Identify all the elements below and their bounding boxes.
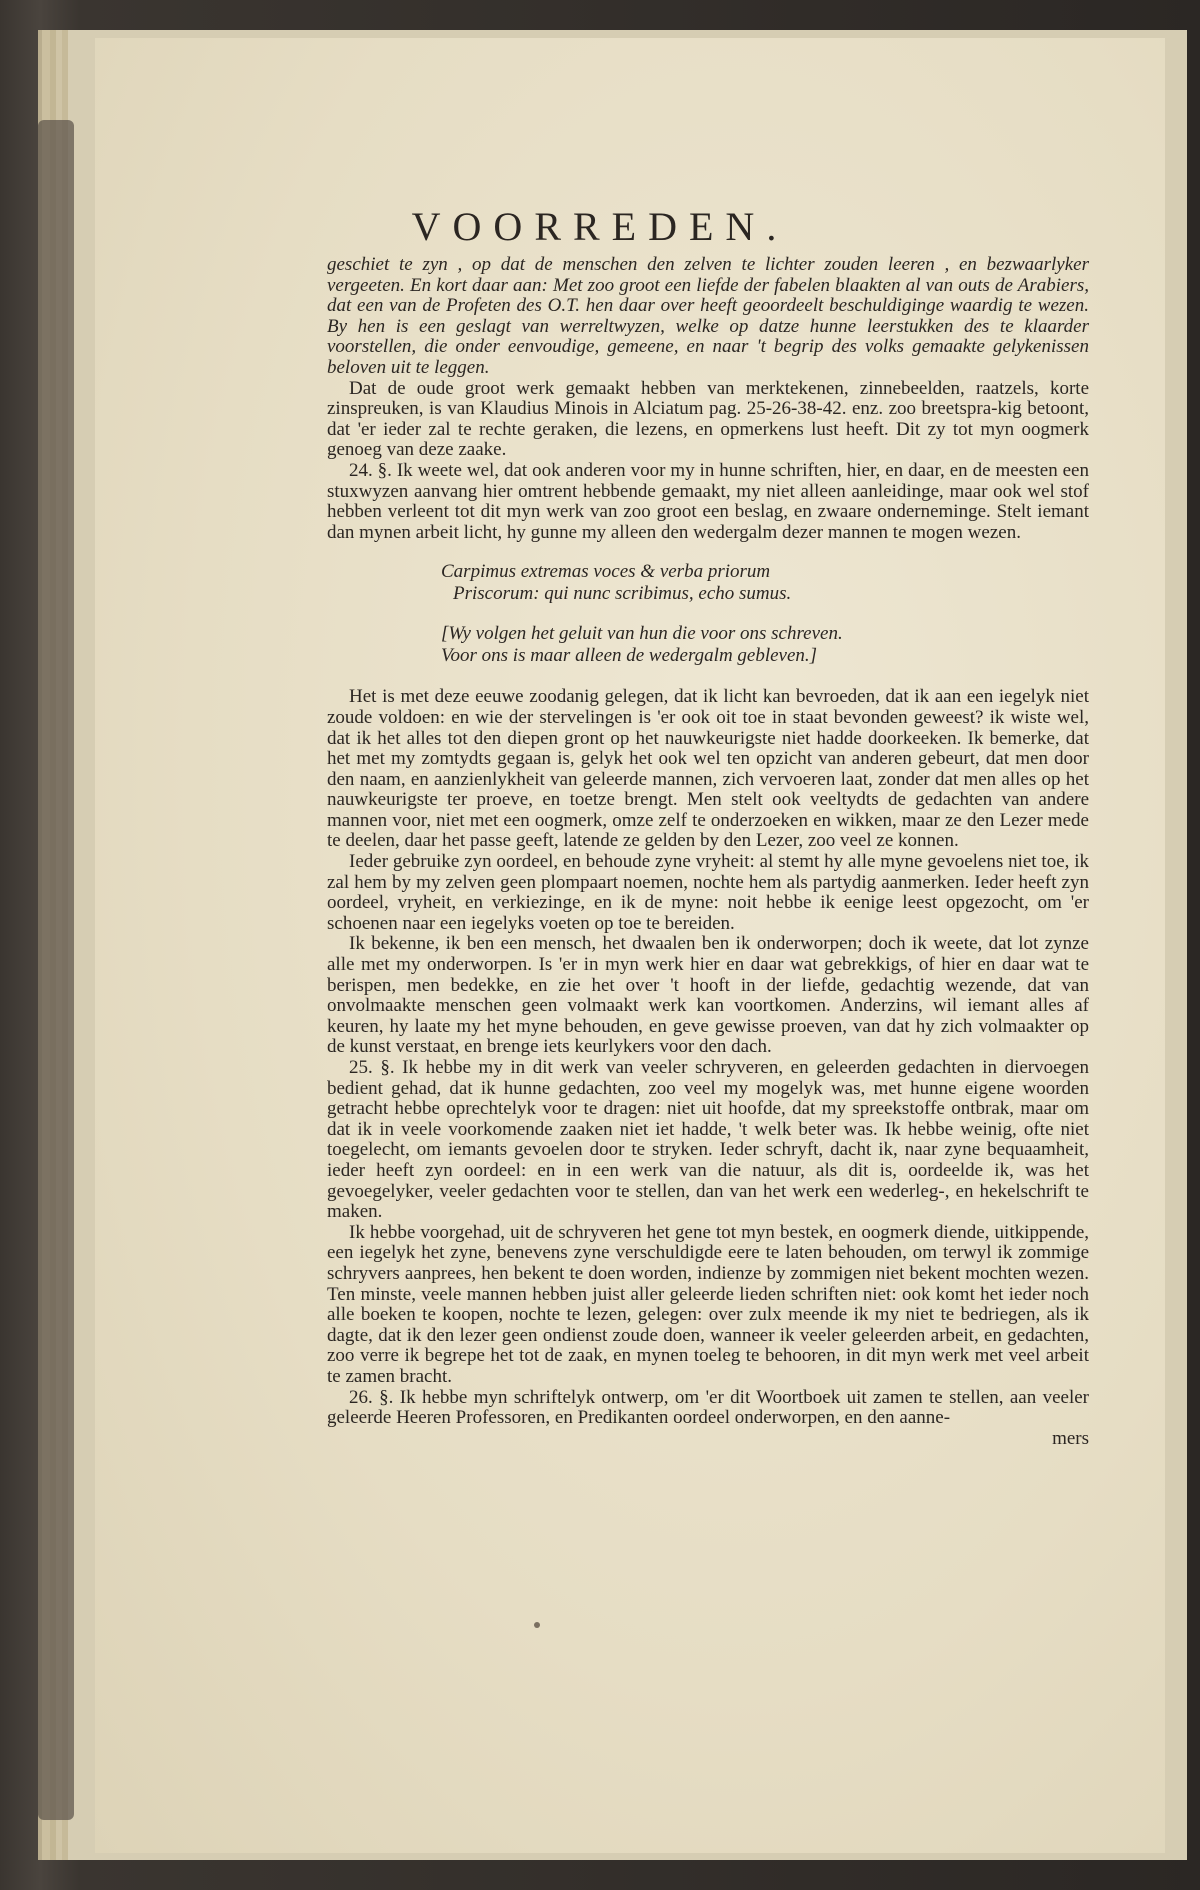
latin-verse: [441, 561, 1089, 605]
ink-dot: [534, 1622, 540, 1628]
verse-line: Voor ons is maar alleen de wedergalm gebleven.]: [441, 645, 818, 667]
paragraph: Ik bekenne, ik ben een mensch, het dwaalen ben ik onderworpen; doch ik weete, dat lot zynze alle met my onderworpen. Is 'er in myn werk hier en daar wat gebrekkigs, of hier en daar wat te berispen, men bedekke, en zie het over 't hooft in der liefde, gedachtig wezende, dat van onvolmaakte menschen geen volmaakt werk kan voortkomen. Anderzins, wil iemant alles af keuren, hy laate my het myne behouden, en geve gewisse proeven, van dat hy zich volmaakter op de kunst verstaat, en brenge iets keurlykers voor den dach.: [327, 933, 1089, 1058]
edge-stain: [38, 120, 74, 1820]
paragraph: 24. §. Ik weete wel, dat ook anderen voor my in hunne schriften, hier, en daar, en de meesten een stuxwyzen aanvang hier omtrent hebbende gemaakt, my niet alleen aanleidinge, maar ook wel stof hebben verleent tot dit myn werk van zoo groot een beslag, en zwaare onderneminge. Stelt iemant dan mynen arbeit licht, hy gunne my alleen den wedergalm dezer mannen te mogen wezen.: [327, 459, 1089, 543]
paragraph: 25. §. Ik hebbe my in dit werk van veeler schryveren, en geleerden gedachten in diervoegen bedient gehad, dat ik hunne gedachten, zoo veel my mogelyk was, met hunne eigene woorden getracht hebbe oprechtelyk voor te dragen: niet uit hoofde, dat my spreekstoffe ontbrak, maar om dat ik in veele voorkomende zaaken niet iet hadde, 't welk beter was. Ik hebbe weinig, ofte niet toegelecht, om iemants gevoelen door te stryken. Ieder schryft, dacht ik, naar zyne bequaamheit, ieder heeft zyn oordeel: en in een werk van die natuur, als dit is, oordeelde ik, was het gevoegelyker, veeler gedachten voor te stellen, dan van het werk een wederleg-, en hekelschrift te maken.: [327, 1057, 1089, 1223]
verse-line: [Wy volgen het geluit van hun die voor ons schreven.: [441, 623, 843, 645]
opening-italic-paragraph: geschiet te zyn , op dat de menschen den zelven te lichter zouden leeren , en bezwaarlyker vergeeten. En kort daar aan: Met zoo groot een liefde der fabelen blaakten al van outs de Arabiers, dat een van de Profeten des O.T. hen daar over heeft geoordeelt beschuldiginge waardig te wezen. By hen is een geslagt van werreltwyzen, welke op datze hunne leerstukken des te klaarder voorstellen, die onder eenvoudige, gemeene, en naar 't begrip des volks gemaakte gelykenissen beloven uit te leggen.: [327, 254, 1089, 378]
verse-line: Priscorum: qui nunc scribimus, echo sumus.: [453, 583, 792, 605]
verse-line: Carpimus extremas voces & verba priorum: [441, 561, 771, 583]
paragraph: Ieder gebruike zyn oordeel, en behoude zyne vryheit: al stemt hy alle myne gevoelens niet toe, ik zal hem by my zelven geen plompaart noemen, nochte hem als partydig aanmerken. Ieder heeft zyn oordeel, vryheit, en verkiezinge, en ik de myne: noit hebbe ik eenige leest opgezocht, om 'er schoenen naar een iegelyks voeten op toe te bereiden.: [327, 851, 1089, 934]
paragraph: Het is met deze eeuwe zoodanig gelegen, dat ik licht kan bevroeden, dat ik aan een iegelyk niet zoude voldoen: en wie der stervelingen is 'er ook oit toe in staat bevonden geweest? ik wiste wel, dat ik het alles tot den diepen gront op het nauwkeurigste niet hadde doorkeeken. Ik bemerke, dat het met my zomtydts gegaan is, gelyk het ook wel ten opzicht van anderen gebeurt, dat men door den naam, en aanzienlykheit van geleerde mannen, zich vervoeren laat, zonder dat men alles op het nauwkeurigste ter proeve, en toetze brengt. Men stelt ook veeltydts de gedachten van andere mannen voor, niet met een oogmerk, omze zelf te onderzoeken en wikken, maar ze den Lezer mede te deelen, daar het passe geeft, latende ze gelden by den Lezer, zoo veel ze konnen.: [327, 686, 1089, 852]
paragraph: Dat de oude groot werk gemaakt hebben van merktekenen, zinnebeelden, raatzels, korte zinspreuken, is van Klaudius Minois in Alciatum pag. 25-26-38-42. enz. zoo breetspra-kig betoont, dat 'er ieder zal te rechte geraken, die lezens, en opmerkens lust heeft. Dit zy tot myn oogmerk genoeg van deze zaake.: [327, 377, 1089, 461]
paragraph: 26. §. Ik hebbe myn schriftelyk ontwerp, om 'er dit Woortboek uit zamen te stellen, aan veeler geleerde Heeren Professoren, en Predikanten oordeel onderworpen, en den aanne-: [327, 1386, 1089, 1429]
catchword: mers: [1052, 1427, 1089, 1449]
dutch-verse: [441, 623, 1089, 667]
page-text: [327, 255, 1089, 1449]
paragraph: Ik hebbe voorgehad, uit de schryveren het gene tot myn bestek, en oogmerk diende, uitkippende, een iegelyk het zyne, benevens zyne verschuldigde eere te laten behouden, om terwyl ik zommige schryvers aanprees, hen bekent te doen worden, indienze by zommigen niet bekent mochten wezen. Ten minste, veele mannen hebben juist aller geleerde lieden schriften niet: ook komt het ieder noch alle boeken te koopen, nochte te lezen, gelegen: over zulx meende ik my niet te bedriegen, als ik dagte, dat ik den lezer geen ondienst zoude doen, wanneer ik veeler geleerden arbeit, en gedachten, zoo verre ik begrepe het tot de zaak, en mynen toeleg te behooren, in dit myn werk met veel arbeit te zamen bracht.: [327, 1221, 1089, 1387]
page-title: VOORREDEN.: [411, 204, 789, 249]
